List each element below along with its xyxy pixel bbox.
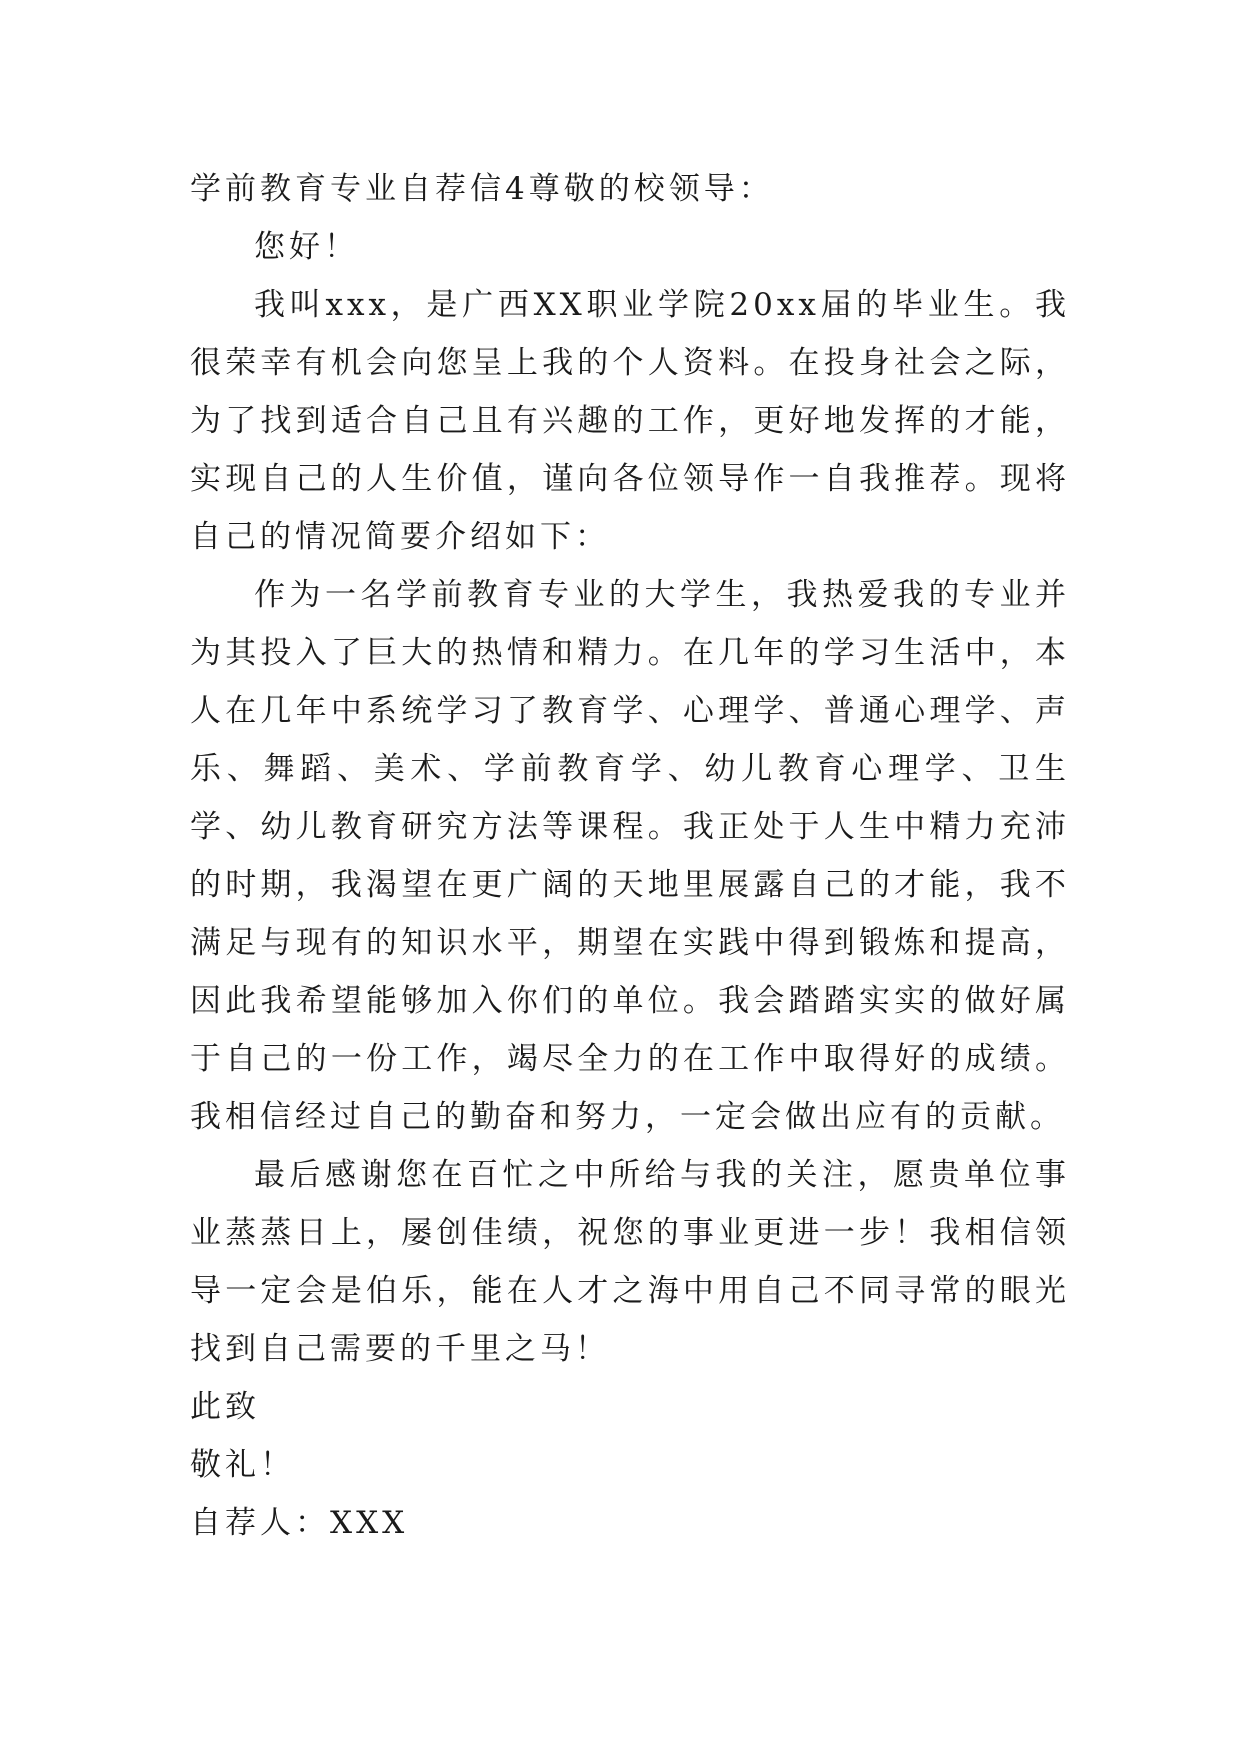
letter-heading: 学前教育专业自荐信4尊敬的校领导： [190, 171, 774, 207]
paragraph-thanks: 最后感谢您在百忙之中所给与我的关注，愿贵单位事业蒸蒸日上，屡创佳绩，祝您的事业更进一步！我相信领导一定会是伯乐，能在人才之海中用自己不同寻常的眼光找到自己需要的千里之马！ [190, 1157, 1070, 1367]
signature: 自荐人：XXX [190, 1505, 409, 1541]
letter-greeting: 您好！ [254, 229, 359, 265]
letter-body [190, 160, 1070, 1552]
paragraph-education: 作为一名学前教育专业的大学生，我热爱我的专业并为其投入了巨大的热情和精力。在几年的学习生活中，本人在几年中系统学习了教育学、心理学、普通心理学、声乐、舞蹈、美术、学前教育学、幼儿教育心理学、卫生学、幼儿教育研究方法等课程。我正处于人生中精力充沛的时期，我渴望在更广阔的天地里展露自己的才能，我不满足与现有的知识水平，期望在实践中得到锻炼和提高，因此我希望能够加入你们的单位。我会踏踏实实的做好属于自己的一份工作，竭尽全力的在工作中取得好的成绩。我相信经过自己的勤奋和努力，一定会做出应有的贡献。 [190, 577, 1070, 1135]
closing-regards: 敬礼！ [190, 1447, 295, 1483]
closing-salutation: 此致 [190, 1389, 260, 1425]
paragraph-introduction: 我叫xxx，是广西XX职业学院20xx届的毕业生。我很荣幸有机会向您呈上我的个人资料。在投身社会之际，为了找到适合自己且有兴趣的工作，更好地发挥的才能，实现自己的人生价值，谨向各位领导作一自我推荐。现将自己的情况简要介绍如下： [190, 287, 1070, 555]
